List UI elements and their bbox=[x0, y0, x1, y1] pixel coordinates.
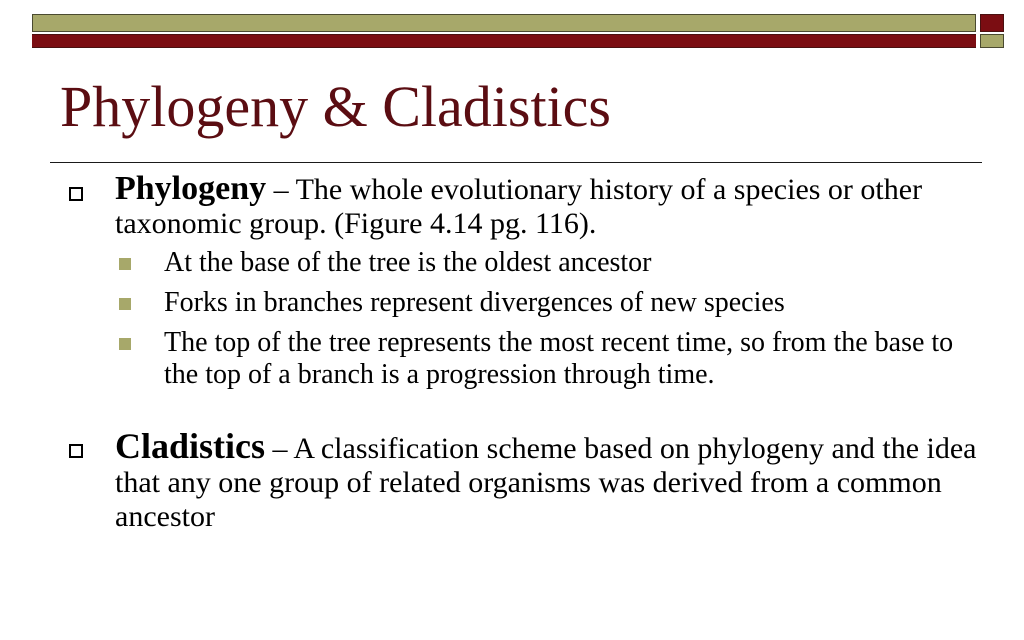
term-phylogeny: Phylogeny bbox=[115, 170, 267, 207]
corner-block-red bbox=[980, 14, 1004, 32]
sub-bullet-text: The top of the tree represents the most recent time, so from the base to the top of a branch is a progression through time. bbox=[164, 327, 954, 390]
definition-phylogeny: – The whole evolutionary history of a species or other taxonomic group. (Figure 4.14 pg. 116). bbox=[115, 173, 923, 240]
sub-bullet bbox=[164, 287, 978, 319]
sub-bullet bbox=[164, 327, 978, 391]
header-bar-olive bbox=[32, 14, 976, 32]
corner-block-olive bbox=[980, 34, 1004, 48]
bullet-phylogeny bbox=[66, 172, 978, 241]
slide-title: Phylogeny & Cladistics bbox=[60, 74, 611, 139]
solid-square-bullet-icon bbox=[119, 338, 131, 350]
slide-content bbox=[66, 172, 978, 534]
phylogeny-sub-list bbox=[66, 247, 978, 391]
title-divider bbox=[50, 162, 982, 163]
sub-bullet-text: At the base of the tree is the oldest ancestor bbox=[164, 247, 652, 278]
hollow-square-bullet-icon bbox=[69, 187, 83, 201]
definition-cladistics: – A classification scheme based on phylogeny and the idea that any one group of related organisms was derived from a common ancestor bbox=[115, 432, 977, 533]
hollow-square-bullet-icon bbox=[69, 444, 83, 458]
sub-bullet bbox=[164, 247, 978, 279]
term-cladistics: Cladistics bbox=[115, 426, 266, 466]
bullet-cladistics bbox=[66, 426, 978, 534]
solid-square-bullet-icon bbox=[119, 298, 131, 310]
solid-square-bullet-icon bbox=[119, 258, 131, 270]
sub-bullet-text: Forks in branches represent divergences of new species bbox=[164, 287, 785, 318]
header-bar-red bbox=[32, 34, 976, 48]
